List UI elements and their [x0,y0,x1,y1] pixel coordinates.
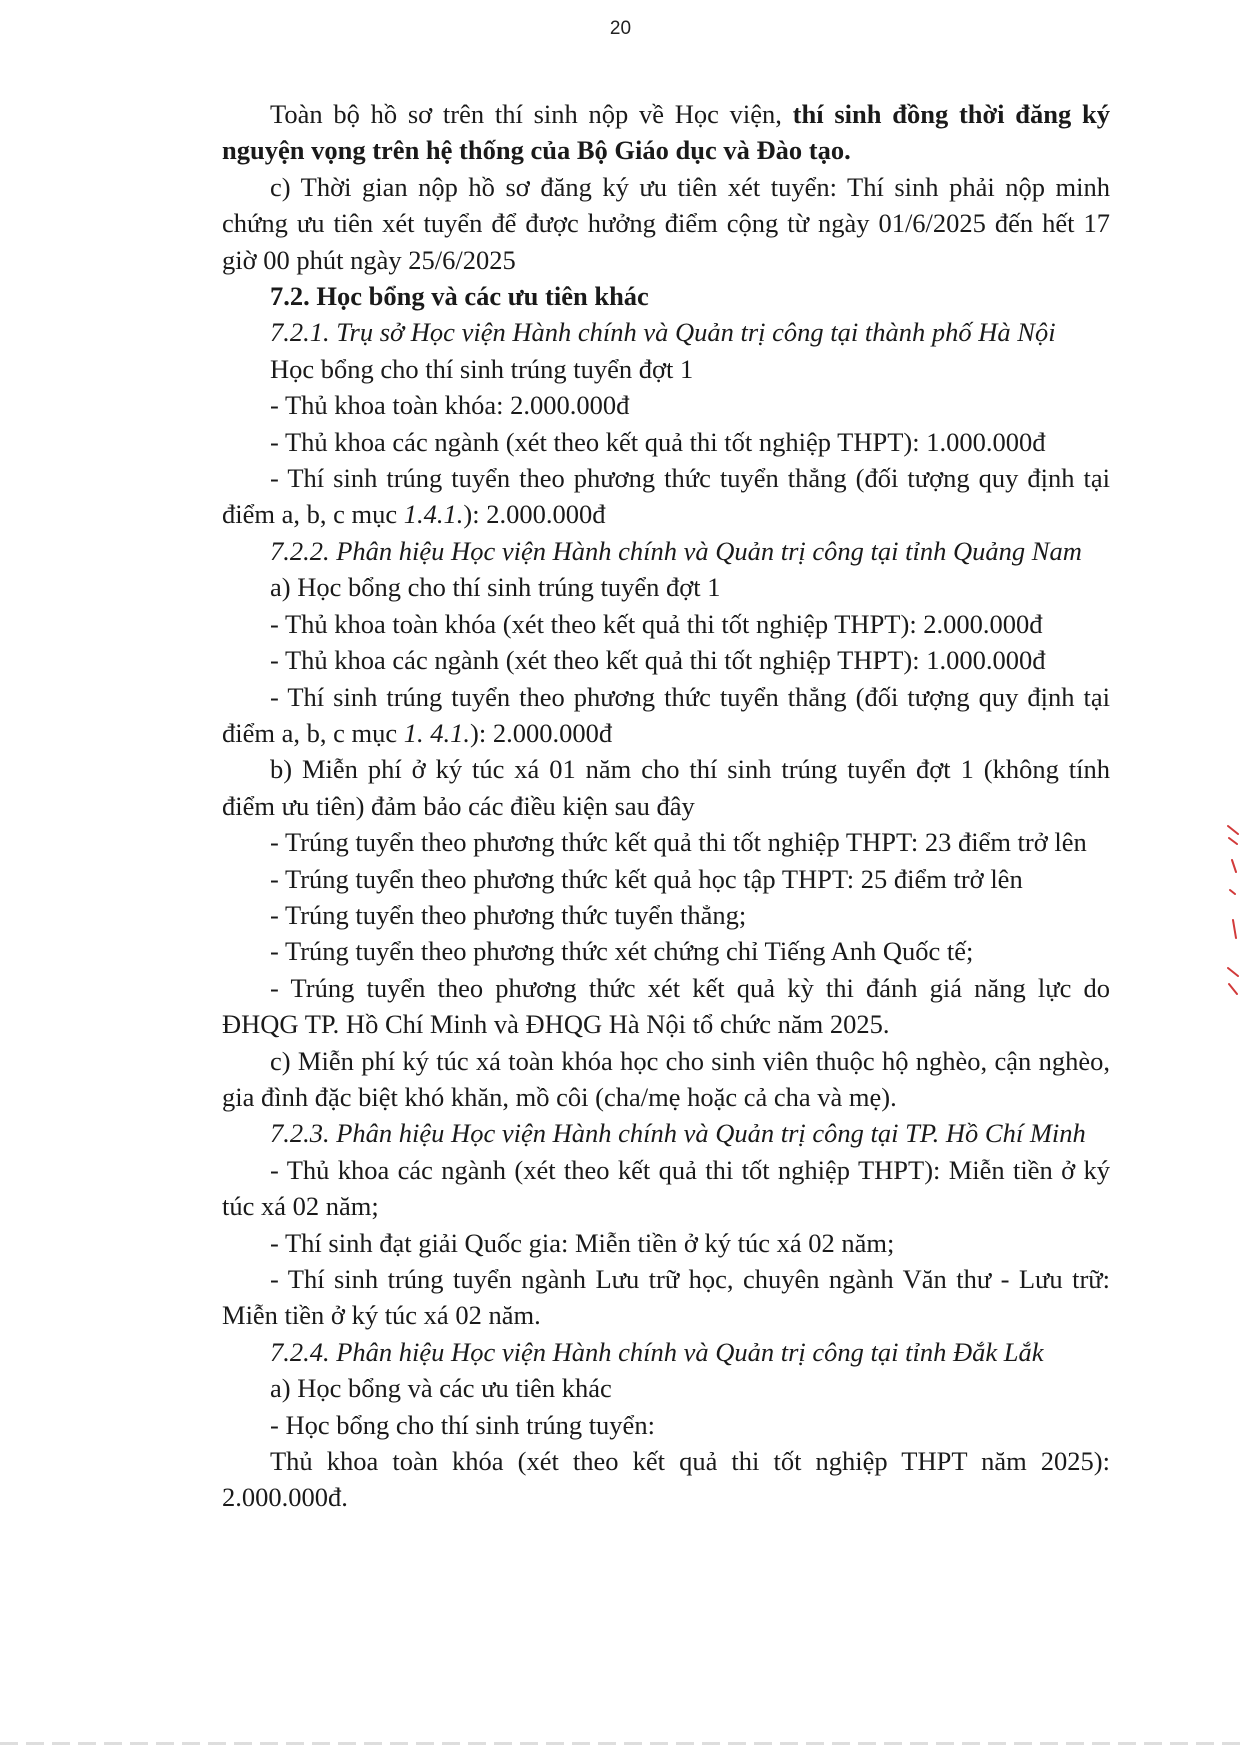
bold-run: thí sinh đồng thời đăng ký nguyện vọng trên hệ thống của Bộ Giáo dục và Đào tạo. [222,99,1111,166]
list-item: - Trúng tuyển theo phương thức xét kết quả kỳ thi đánh giá năng lực do ĐHQG TP. Hồ Chí Minh và ĐHQG Hà Nội tổ chức năm 2025. [222,972,1110,1040]
paragraph-submission [222,96,1110,169]
paragraph-valedictorian: Thủ khoa toàn khóa (xét theo kết quả thi tốt nghiệp THPT năm 2025): 2.000.000đ. [222,1446,1110,1513]
list-item: - Trúng tuyển theo phương thức kết quả học tập THPT: 25 điểm trở lên [270,863,1023,894]
subsection-heading-7-2-4: 7.2.4. Phân hiệu Học viện Hành chính và Quản trị công tại tỉnh Đắk Lắk [270,1336,1044,1367]
italic-run: 1. 4.1. [403,717,471,748]
page-number: 20 [609,18,632,39]
list-item: - Trúng tuyển theo phương thức kết quả thi tốt nghiệp THPT: 23 điểm trở lên [270,827,1087,858]
text-run: - Thí sinh trúng tuyển theo phương thức tuyển thẳng (đối tượng quy định tại điểm a, b, c mục [222,463,1110,530]
list-item [222,460,1110,533]
list-item: - Thủ khoa toàn khóa: 2.000.000đ [270,390,630,421]
list-item: - Học bổng cho thí sinh trúng tuyển: [270,1409,655,1440]
subsection-heading-7-2-2: 7.2.2. Phân hiệu Học viện Hành chính và Quản trị công tại tỉnh Quảng Nam [270,535,1082,566]
list-item: - Thủ khoa các ngành (xét theo kết quả thi tốt nghiệp THPT): 1.000.000đ [270,645,1046,676]
list-item: - Thí sinh đạt giải Quốc gia: Miễn tiền ở ký túc xá 02 năm; [270,1227,895,1258]
text-run: Toàn bộ hồ sơ trên thí sinh nộp về Học viện, [270,99,793,129]
paragraph-scholarship-a: a) Học bổng cho thí sinh trúng tuyển đợt 1 [270,572,721,603]
italic-run: 1.4.1. [403,499,464,530]
subsection-heading-7-2-1: 7.2.1. Trụ sở Học viện Hành chính và Quản trị công tại thành phố Hà Nội [270,317,1056,348]
section-heading-7-2: 7.2. Học bổng và các ưu tiên khác [270,281,649,312]
subsection-heading-7-2-3: 7.2.3. Phân hiệu Học viện Hành chính và Quản trị công tại TP. Hồ Chí Minh [270,1118,1086,1149]
list-item: - Trúng tuyển theo phương thức tuyển thẳng; [270,899,747,930]
scan-edge [0,1742,1241,1745]
text-run: ): 2.000.000đ [470,717,613,748]
list-item: - Thủ khoa các ngành (xét theo kết quả thi tốt nghiệp THPT): Miễn tiền ở ký túc xá 02 năm; [222,1154,1110,1222]
paragraph-dormitory-b: b) Miễn phí ở ký túc xá 01 năm cho thí sinh trúng tuyển đợt 1 (không tính điểm ưu tiên) đảm bảo các điều kiện sau đây [222,754,1110,821]
paragraph-dormitory-c: c) Miễn phí ký túc xá toàn khóa học cho sinh viên thuộc hộ nghèo, cận nghèo, gia đình đặc biệt khó khăn, mồ côi (cha/mẹ hoặc cả cha và mẹ). [222,1045,1110,1112]
stamp-edge-icon [1226,820,1240,1000]
document-body [222,96,1110,1516]
list-item: - Thủ khoa các ngành (xét theo kết quả thi tốt nghiệp THPT): 1.000.000đ [270,426,1046,457]
text-run: - Thí sinh trúng tuyển theo phương thức tuyển thẳng (đối tượng quy định tại điểm a, b, c mục [222,681,1110,748]
list-item: - Thí sinh trúng tuyển ngành Lưu trữ học, chuyên ngành Văn thư - Lưu trữ: Miễn tiền ở ký túc xá 02 năm. [222,1264,1110,1331]
list-item: - Trúng tuyển theo phương thức xét chứng chỉ Tiếng Anh Quốc tế; [270,936,974,967]
paragraph-scholarship-intro: Học bổng cho thí sinh trúng tuyển đợt 1 [270,353,694,384]
paragraph-scholarship-a: a) Học bổng và các ưu tiên khác [270,1373,612,1404]
list-item: - Thủ khoa toàn khóa (xét theo kết quả thi tốt nghiệp THPT): 2.000.000đ [270,608,1043,639]
text-run: ): 2.000.000đ [463,499,606,530]
paragraph-deadline: c) Thời gian nộp hồ sơ đăng ký ưu tiên xét tuyển: Thí sinh phải nộp minh chứng ưu tiên xét tuyển để được hưởng điểm cộng từ ngày 01/6/2025 đến hết 17 giờ 00 phút ngày 25/6/2025 [222,171,1110,275]
list-item [222,679,1110,752]
